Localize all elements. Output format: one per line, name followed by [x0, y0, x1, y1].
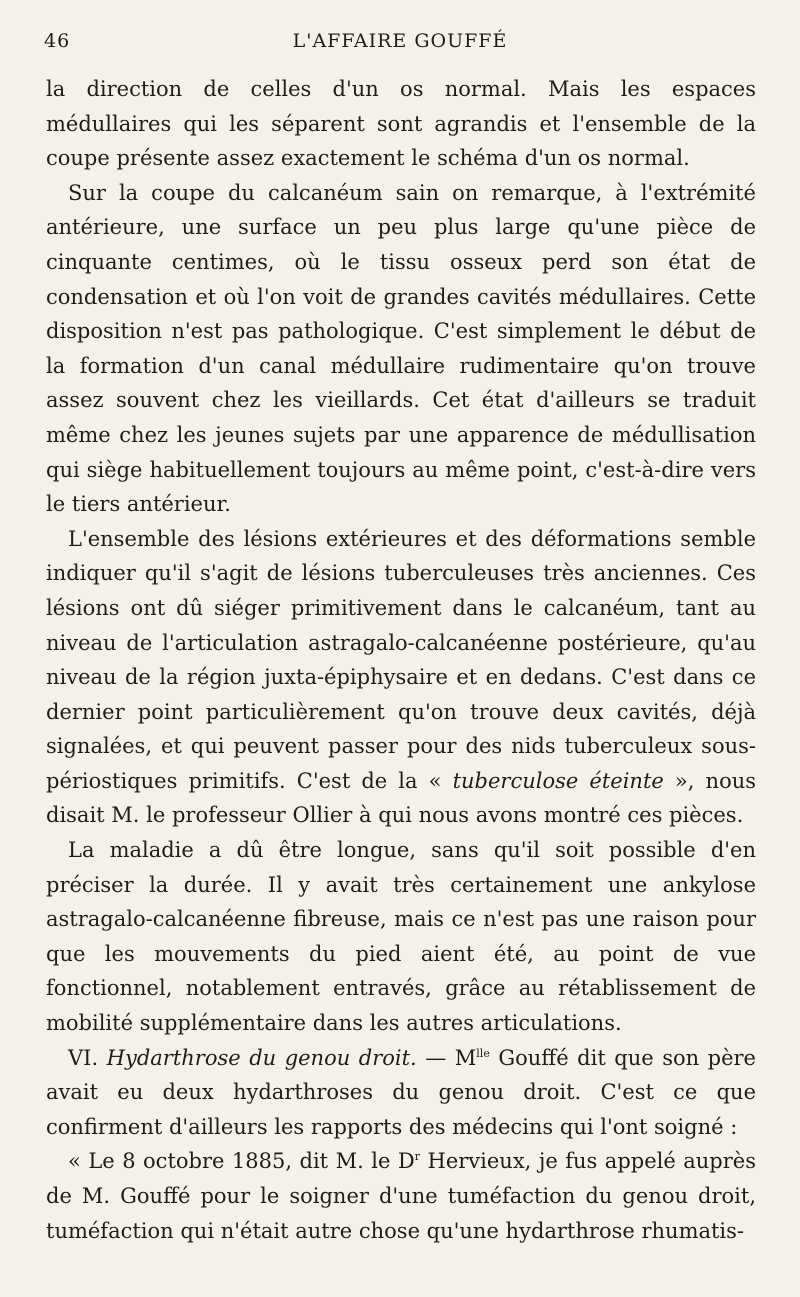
docteur-abbrev: r	[414, 1150, 421, 1164]
section-text-b: Gouffé dit que son père avait eu deux hydarthroses du genou droit. C'est ce que confirment d'ailleurs les rapports des médecins qui l'ont soigné :	[46, 1045, 756, 1139]
mademoiselle-abbrev: lle	[476, 1046, 490, 1060]
paragraph-3	[46, 522, 756, 833]
page-header	[44, 30, 756, 60]
paragraph-1: la direction de celles d'un os normal. Mais les espaces médullaires qui les séparent sont agrandis et l'ensemble de la coupe présente assez exactement le schéma d'un os normal.	[46, 77, 756, 171]
quote-paragraph	[46, 1144, 756, 1248]
paragraph-3-text-b: », nous disait M. le professeur Ollier à qui nous avons montré ces pièces.	[46, 768, 757, 828]
page-number: 46	[44, 30, 71, 52]
section-vi-paragraph	[46, 1041, 756, 1145]
body-text	[46, 72, 756, 1248]
paragraph-3-emphasis: tuberculose éteinte	[452, 768, 664, 793]
section-title: Hydarthrose du genou droit.	[106, 1045, 417, 1070]
paragraph-2: Sur la coupe du calcanéum sain on remarque, à l'extrémité antérieure, une surface un peu plus large qu'une pièce de cinquante centimes, où le tissu osseux perd son état de condensation et où l'on voit de grandes cavités médullaires. Cette disposition n'est pas pathologique. C'est simplement le début de la formation d'un canal médullaire rudimentaire qu'on trouve assez souvent chez les vieillards. Cet état d'ailleurs se traduit même chez les jeunes sujets par une apparence de médullisation qui siège habituellement toujours au même point, c'est-à-dire vers le tiers antérieur.	[46, 180, 756, 517]
quote-text-a: « Le 8 octobre 1885, dit M. le D	[68, 1149, 415, 1174]
quote-text-b: Hervieux, je fus appelé auprès de M. Gouffé pour le soigner d'une tuméfaction du genou droit, tuméfaction qui n'était autre chose qu'une hydarthrose rhumatis-	[46, 1149, 756, 1243]
paragraph-3-text-a: L'ensemble des lésions extérieures et des déformations semble indiquer qu'il s'agit de lésions tuberculeuses très anciennes. Ces lésions ont dû siéger primitivement dans le calcanéum, tant au niveau de l'articulation astragalo-calcanéenne postérieure, qu'au niveau de la région juxta-épiphysaire et en dedans. C'est dans ce dernier point particulièrement qu'on trouve deux cavités, déjà signalées, et qui peuvent passer pour des nids tuberculeux sous-périostiques primitifs. C'est de la «	[46, 526, 756, 793]
section-text-a: — M	[416, 1045, 477, 1070]
paragraph-4: La maladie a dû être longue, sans qu'il soit possible d'en préciser la durée. Il y avait très certainement une ankylose astragalo-calcanéenne fibreuse, mais ce n'est pas une raison pour que les mouvements du pied aient été, au point de vue fonctionnel, notablement entravés, grâce au rétablissement de mobilité supplémentaire dans les autres articulations.	[46, 838, 756, 1036]
section-number: VI.	[68, 1045, 107, 1070]
running-title: L'AFFAIRE GOUFFÉ	[292, 30, 508, 52]
